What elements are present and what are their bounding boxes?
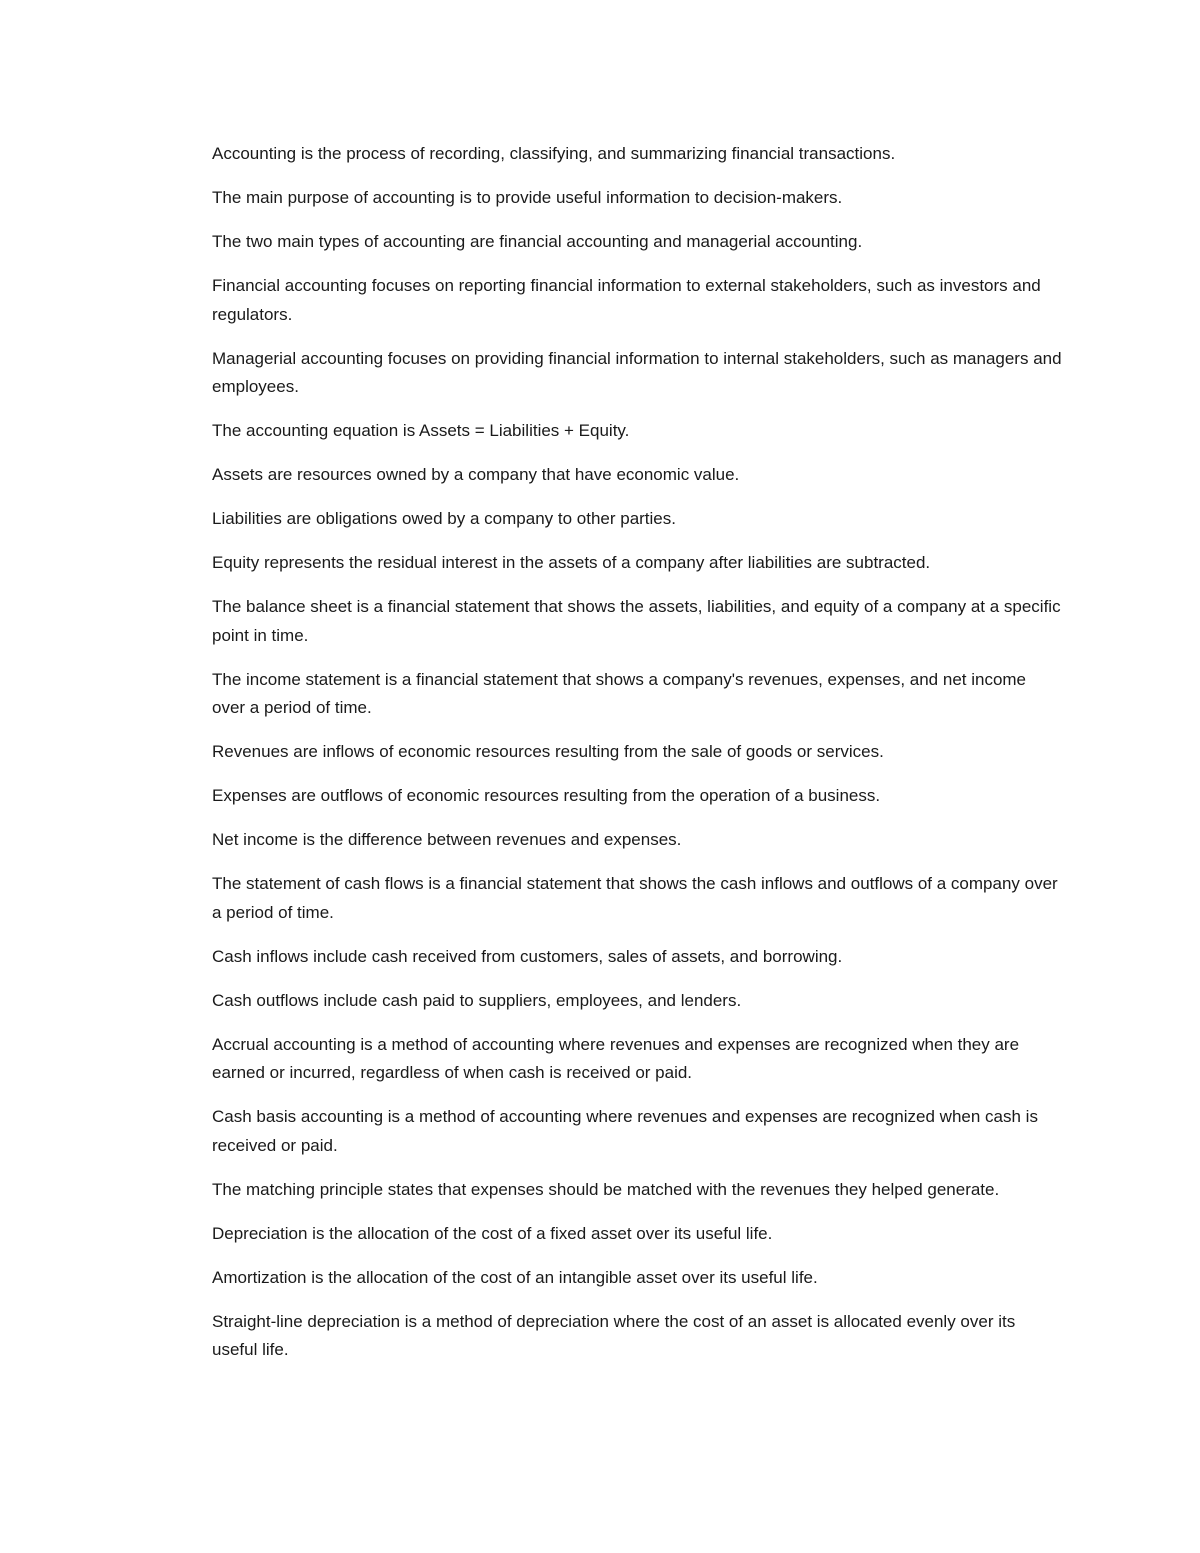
paragraph-accounting-equation: The accounting equation is Assets = Liabilities + Equity. [212,421,630,440]
paragraph-financial-accounting: Financial accounting focuses on reporting financial information to external stakeholders, such as investors and regulators. [212,276,1041,324]
paragraph-cash-outflows: Cash outflows include cash paid to suppliers, employees, and lenders. [212,990,742,1010]
paragraph-assets: Assets are resources owned by a company that have economic value. [212,465,740,484]
paragraph-matching-principle: The matching principle states that expenses should be matched with the revenues they helped generate. [212,1179,1000,1199]
paragraph-accrual-accounting: Accrual accounting is a method of accounting where revenues and expenses are recognized when they are earned or incurred, regardless of when cash is received or paid. [212,1034,1020,1082]
paragraph-equity: Equity represents the residual interest in the assets of a company after liabilities are subtracted. [212,553,931,572]
paragraph-expenses: Expenses are outflows of economic resources resulting from the operation of a business. [212,786,881,805]
paragraph-income-statement: The income statement is a financial statement that shows a company's revenues, expenses, and net income over a period of time. [212,669,1027,717]
paragraph-managerial-accounting: Managerial accounting focuses on providing financial information to internal stakeholders, such as managers and employees. [212,348,1062,396]
document-body [212,140,1062,1380]
paragraph-accounting-definition: Accounting is the process of recording, classifying, and summarizing financial transactions. [212,144,896,163]
paragraph-cash-flows-statement: The statement of cash flows is a financial statement that shows the cash inflows and outflows of a company over a period of time. [212,874,1058,922]
paragraph-net-income: Net income is the difference between revenues and expenses. [212,830,682,849]
paragraph-straight-line-depreciation: Straight-line depreciation is a method of depreciation where the cost of an asset is allocated evenly over its useful life. [212,1311,1016,1359]
paragraph-revenues: Revenues are inflows of economic resources resulting from the sale of goods or services. [212,742,884,761]
paragraph-balance-sheet: The balance sheet is a financial statement that shows the assets, liabilities, and equity of a company at a specific point in time. [212,597,1061,645]
paragraph-types: The two main types of accounting are financial accounting and managerial accounting. [212,232,863,251]
paragraph-purpose: The main purpose of accounting is to provide useful information to decision-makers. [212,188,843,207]
paragraph-cash-basis-accounting: Cash basis accounting is a method of accounting where revenues and expenses are recognized when cash is received or paid. [212,1107,1038,1155]
paragraph-amortization: Amortization is the allocation of the cost of an intangible asset over its useful life. [212,1267,818,1287]
paragraph-liabilities: Liabilities are obligations owed by a company to other parties. [212,509,676,528]
paragraph-depreciation: Depreciation is the allocation of the cost of a fixed asset over its useful life. [212,1223,773,1243]
paragraph-cash-inflows: Cash inflows include cash received from customers, sales of assets, and borrowing. [212,946,843,966]
